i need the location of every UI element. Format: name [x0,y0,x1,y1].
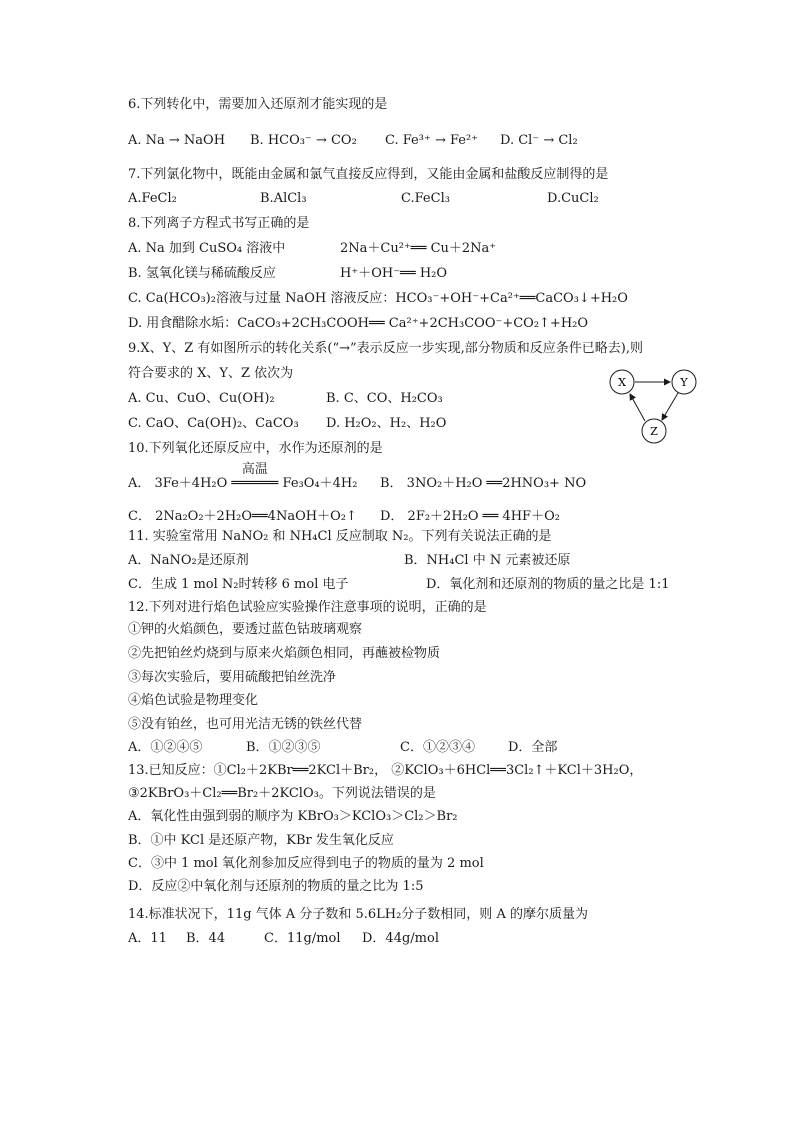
q6-stem: 6.下列转化中，需要加入还原剂才能实现的是 [128,97,388,112]
q11-option-b: B．NH₄Cl 中 N 元素被还原 [404,553,571,568]
q7-option-a: A.FeCl₂ [128,191,177,206]
q9-option-d: D. H₂O₂、H₂、H₂O [326,416,447,431]
q8-option-c: C. Ca(HCO₃)₂溶液与过量 NaOH 溶液反应：HCO₃⁻+OH⁻+Ca²⁺══CaCO₃↓+H₂O [128,291,628,306]
q10-option-a-reactants: A． 3Fe＋4H₂O [128,476,228,491]
q12-item-4: ④焰色试验是物理变化 [128,693,259,708]
node-x-label: X [618,376,626,389]
q8-option-a-label: A. Na 加到 CuSO₄ 溶液中 [128,241,286,256]
q12-option-c: C．①②③④ [400,740,475,755]
node-y-label: Y [680,376,688,389]
q12-item-2: ②先把铂丝灼烧到与原来火焰颜色相同，再蘸被检物质 [128,646,441,661]
q8-stem: 8.下列离子方程式书写正确的是 [128,216,310,231]
q12-item-5: ⑤没有铂丝，也可用光洁无锈的铁丝代替 [128,717,363,732]
q13-option-d: D．反应②中氧化剂与还原剂的物质的量之比为 1:5 [128,879,424,894]
q8-option-a-equation: 2Na＋Cu²⁺══ Cu＋2Na⁺ [340,241,497,256]
q9-option-c: C. CaO、Ca(OH)₂、CaCO₃ [128,416,299,431]
q9-stem-line1: 9.X、Y、Z 有如图所示的转化关系(“→”表示反应一步实现,部分物质和反应条件已略去),则 [128,341,643,356]
q9-option-a: A. Cu、CuO、Cu(OH)₂ [128,391,275,406]
q6-option-a: A. Na → NaOH [128,133,226,148]
q13-option-a: A．氧化性由强到弱的顺序为 KBrO₃＞KClO₃＞Cl₂＞Br₂ [128,809,458,824]
q14-option-b: B．44 [186,931,226,946]
q12-option-d: D．全部 [508,740,558,755]
q11-stem: 11. 实验室常用 NaNO₂ 和 NH₄Cl 反应制取 N₂。下列有关说法正确的是 [128,529,552,544]
q14-option-c: C．11g/mol [264,931,341,946]
arrow-y-to-z [662,393,678,420]
q14-stem: 14.标准状况下，11g 气体 A 分子数和 5.6LH₂分子数相同，则 A 的摩尔质量为 [128,907,588,922]
q9-conversion-diagram [600,365,705,450]
q13-option-c: C．③中 1 mol 氧化剂参加反应得到电子的物质的量为 2 mol [128,856,484,871]
q12-option-a: A．①②④⑤ [128,740,203,755]
q10-option-c: C． 2Na₂O₂＋2H₂O══4NaOH＋O₂↑ [128,509,357,524]
q7-option-b: B.AlCl₃ [260,191,307,206]
q10-option-a [128,462,358,493]
q10-stem: 10.下列氧化还原反应中，水作为还原剂的是 [128,441,383,456]
q8-option-b-label: B. 氢氧化镁与稀硫酸反应 [128,266,276,281]
node-z-label: Z [650,425,658,438]
q8-option-b-equation: H⁺＋OH⁻══ H₂O [340,266,448,281]
arrow-z-to-x [630,394,645,421]
q12-item-1: ①钾的火焰颜色，要透过蓝色钴玻璃观察 [128,622,363,637]
q12-stem: 12.下列对进行焰色试验应实验操作注意事项的说明，正确的是 [128,600,487,615]
q13-stem-line2: ③2KBrO₃＋Cl₂══Br₂＋2KClO₃。下列说法错误的是 [128,786,436,801]
q6-option-c: C. Fe³⁺ → Fe²⁺ [385,133,479,148]
q9-stem-line2: 符合要求的 X、Y、Z 依次为 [128,366,294,381]
q6-option-b: B. HCO₃⁻ → CO₂ [250,133,357,148]
q11-option-a: A．NaNO₂是还原剂 [128,553,249,568]
q7-stem: 7.下列氯化物中，既能由金属和氯气直接反应得到，又能由金属和盐酸反应制得的是 [128,167,609,182]
q10-option-a-products: Fe₃O₄＋4H₂ [282,476,358,491]
q10-condition-label: 高温 [241,462,268,477]
q9-option-b: B. C、CO、H₂CO₃ [326,391,443,406]
q14-option-a: A．11 [128,931,167,946]
q12-option-b: B．①②③⑤ [246,740,321,755]
q7-option-c: C.FeCl₃ [401,191,450,206]
q8-option-d: D. 用食醋除水垢：CaCO₃+2CH₃COOH══ Ca²⁺+2CH₃COO⁻+CO₂↑+H₂O [128,316,589,331]
q13-stem-line1: 13.已知反应：①Cl₂＋2KBr══2KCl＋Br₂， ②KClO₃＋6HCl══3Cl₂↑＋KCl＋3H₂O， [128,763,643,778]
q12-item-3: ③每次实验后，要用硫酸把铂丝洗净 [128,670,337,685]
q11-option-d: D．氧化剂和还原剂的物质的量之比是 1:1 [426,577,670,592]
q7-option-d: D.CuCl₂ [547,191,599,206]
q6-option-d: D. Cl⁻ → Cl₂ [500,133,578,148]
q10-option-d: D． 2F₂＋2H₂O ══ 4HF＋O₂ [380,509,560,524]
q14-option-d: D．44g/mol [362,931,439,946]
q11-option-c: C．生成 1 mol N₂时转移 6 mol 电子 [128,577,349,592]
q13-option-b: B．①中 KCl 是还原产物，KBr 发生氧化反应 [128,833,394,848]
q10-option-b: B． 3NO₂＋H₂O ══2HNO₃+ NO [380,476,587,491]
q10-condition-arrow: 高温 ══════ [231,462,279,491]
